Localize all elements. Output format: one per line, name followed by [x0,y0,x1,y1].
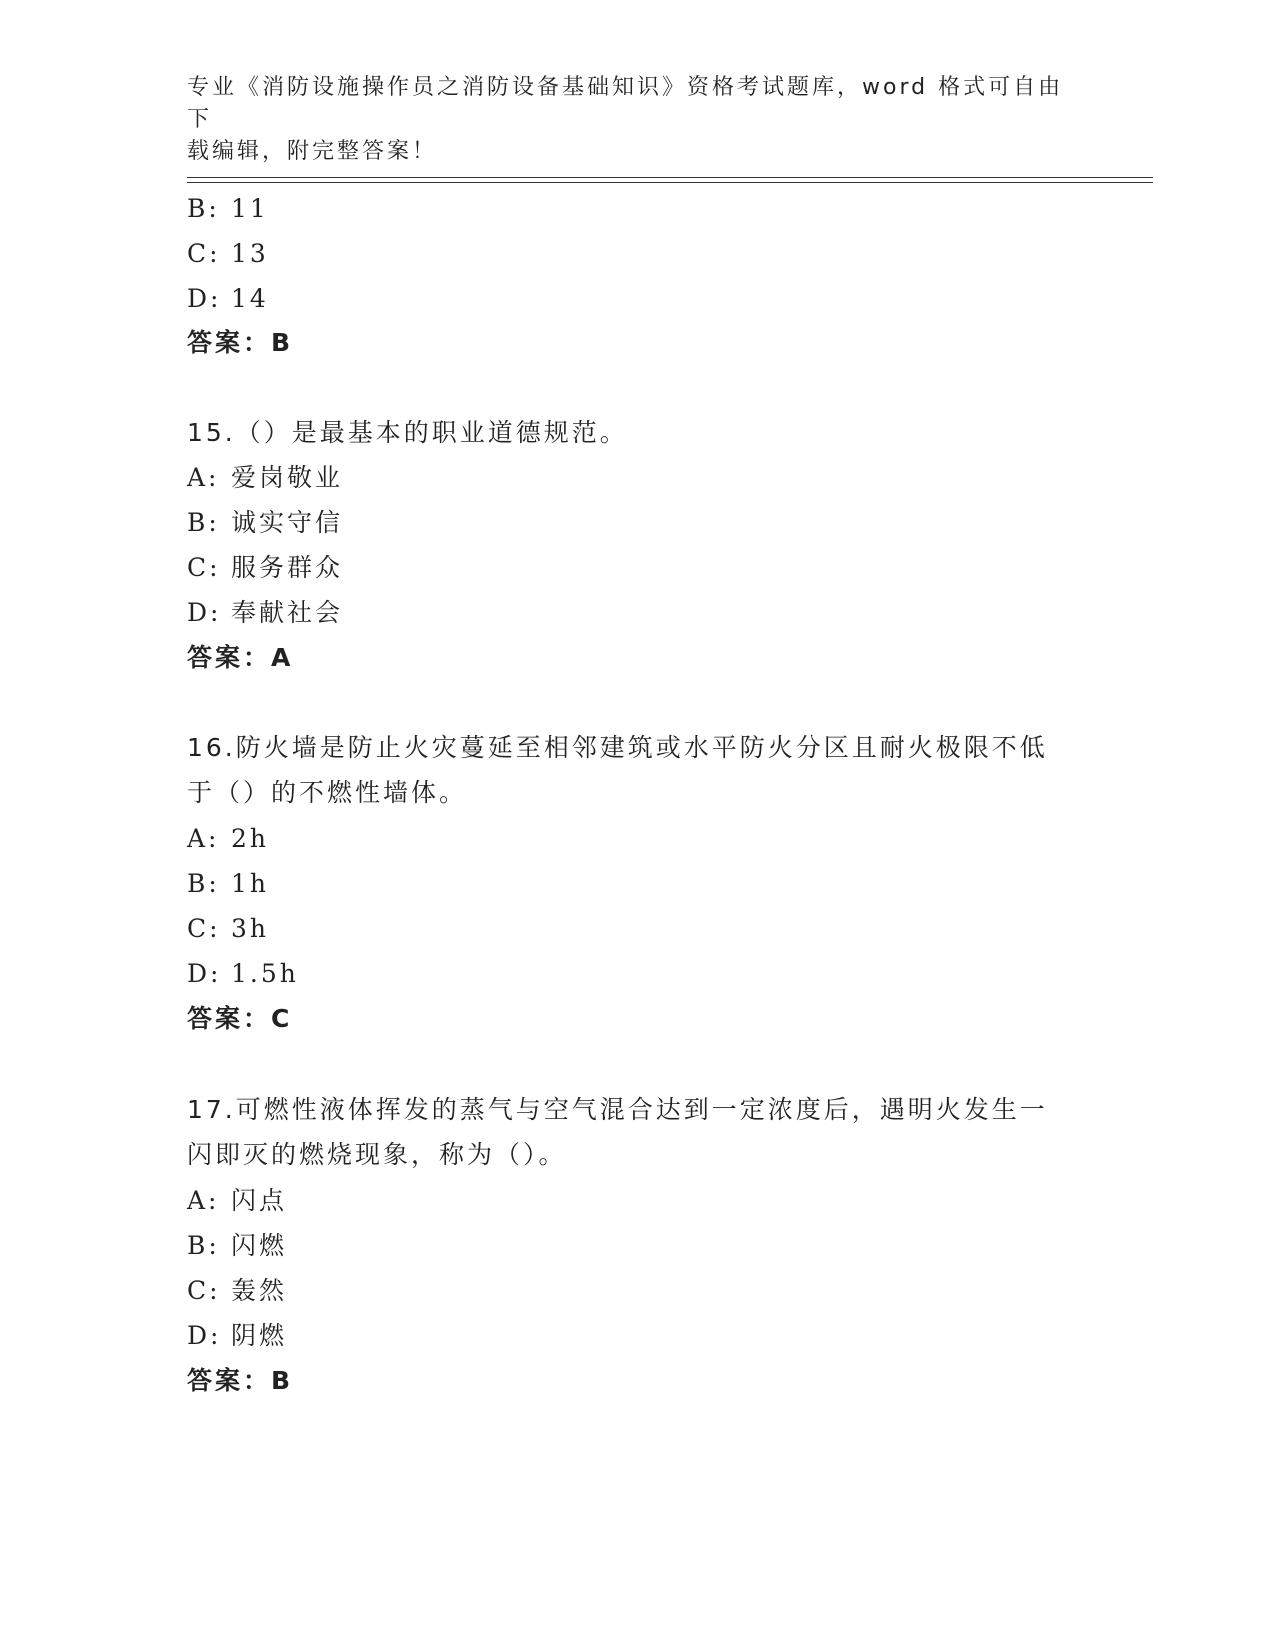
header-line-2: 载编辑，附完整答案！ [187,139,438,164]
option-d [187,276,269,322]
option-key: D: [187,959,222,988]
option-text: 2h [231,824,270,853]
option-b [187,1223,287,1269]
option-text: 11 [231,194,269,223]
answer-q16: 答案：C [187,1004,293,1033]
option-text: 闪燃 [231,1231,288,1260]
option-key: B: [187,1231,220,1260]
option-key: D: [187,598,222,627]
question-16-line-2: 于（）的不燃性墙体。 [187,778,468,807]
option-text: 轰然 [231,1276,288,1305]
option-text: 1.5h [231,959,299,988]
answer-q14: 答案：B [187,328,294,357]
option-a [187,1178,287,1224]
option-key: A: [187,1186,220,1215]
document-header [187,72,1067,168]
question-15: 15.（）是最基本的职业道德规范。 [187,418,628,447]
header-divider-bottom [187,182,1153,183]
option-text: 闪点 [231,1186,288,1215]
option-text: 13 [231,239,269,268]
option-key: B: [187,508,220,537]
option-b [187,500,343,546]
option-c [187,906,269,952]
option-key: A: [187,824,220,853]
option-key: B: [187,194,220,223]
option-text: 诚实守信 [231,508,344,537]
option-key: C: [187,914,221,943]
option-a [187,455,343,501]
option-text: 阴燃 [231,1321,288,1350]
header-line-1: 专业《消防设施操作员之消防设备基础知识》资格考试题库，word 格式可自由下 [187,75,1064,132]
answer-q17: 答案：B [187,1366,294,1395]
option-key: C: [187,1276,221,1305]
option-b [187,186,269,232]
option-d [187,1313,287,1359]
option-key: C: [187,553,221,582]
option-key: B: [187,869,220,898]
option-text: 3h [231,914,270,943]
question-17-line-1: 17.可燃性液体挥发的蒸气与空气混合达到一定浓度后，遇明火发生一 [187,1095,1048,1124]
option-text: 爱岗敬业 [231,463,344,492]
option-key: D: [187,284,222,313]
option-key: A: [187,463,220,492]
option-text: 奉献社会 [231,598,344,627]
option-b [187,861,269,907]
option-key: D: [187,1321,222,1350]
option-c [187,545,343,591]
option-c [187,231,269,277]
question-17-line-2: 闪即灭的燃烧现象，称为（）。 [187,1140,567,1169]
option-text: 服务群众 [231,553,344,582]
header-divider-top [187,177,1153,178]
option-d [187,590,343,636]
option-text: 1h [231,869,270,898]
answer-q15: 答案：A [187,643,294,672]
option-c [187,1268,287,1314]
option-a [187,816,269,862]
option-text: 14 [231,284,269,313]
question-16-line-1: 16.防火墙是防止火灾蔓延至相邻建筑或水平防火分区且耐火极限不低 [187,733,1048,762]
option-d [187,951,299,997]
option-key: C: [187,239,221,268]
